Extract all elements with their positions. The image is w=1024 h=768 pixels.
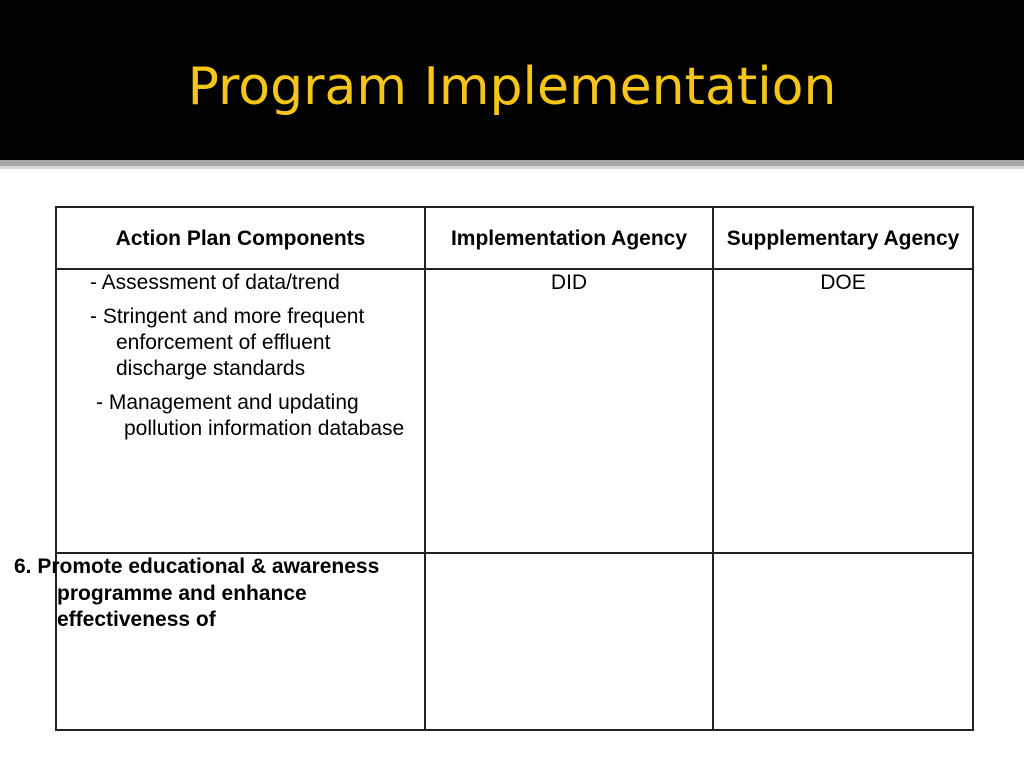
implementation-agency-cell: DID (425, 269, 713, 553)
table-row (56, 553, 973, 730)
component-item: - Assessment of data/trend (90, 271, 340, 294)
action-plan-table (14, 206, 974, 731)
column-header-components: Action Plan Components (56, 207, 425, 269)
supplementary-agency-cell (713, 553, 973, 730)
implementation-agency-cell (425, 553, 713, 730)
title-divider-highlight (0, 166, 1024, 169)
components-cell (56, 269, 425, 553)
component-heading-cell: 6. Promote educational & awareness programme and enhance effectiveness of (56, 553, 425, 730)
column-header-implementation-agency: Implementation Agency (425, 207, 713, 269)
action-plan-table-container (14, 206, 972, 718)
column-header-supplementary-agency: Supplementary Agency (713, 207, 973, 269)
slide-title: Program Implementation (187, 57, 837, 117)
component-item: - Management and updating pollution information database (96, 391, 405, 440)
supplementary-agency-cell: DOE (713, 269, 973, 553)
table-row (56, 269, 973, 553)
table-header-row (56, 207, 973, 269)
component-item: - Stringent and more frequent enforcement of effluent discharge standards (90, 305, 365, 380)
